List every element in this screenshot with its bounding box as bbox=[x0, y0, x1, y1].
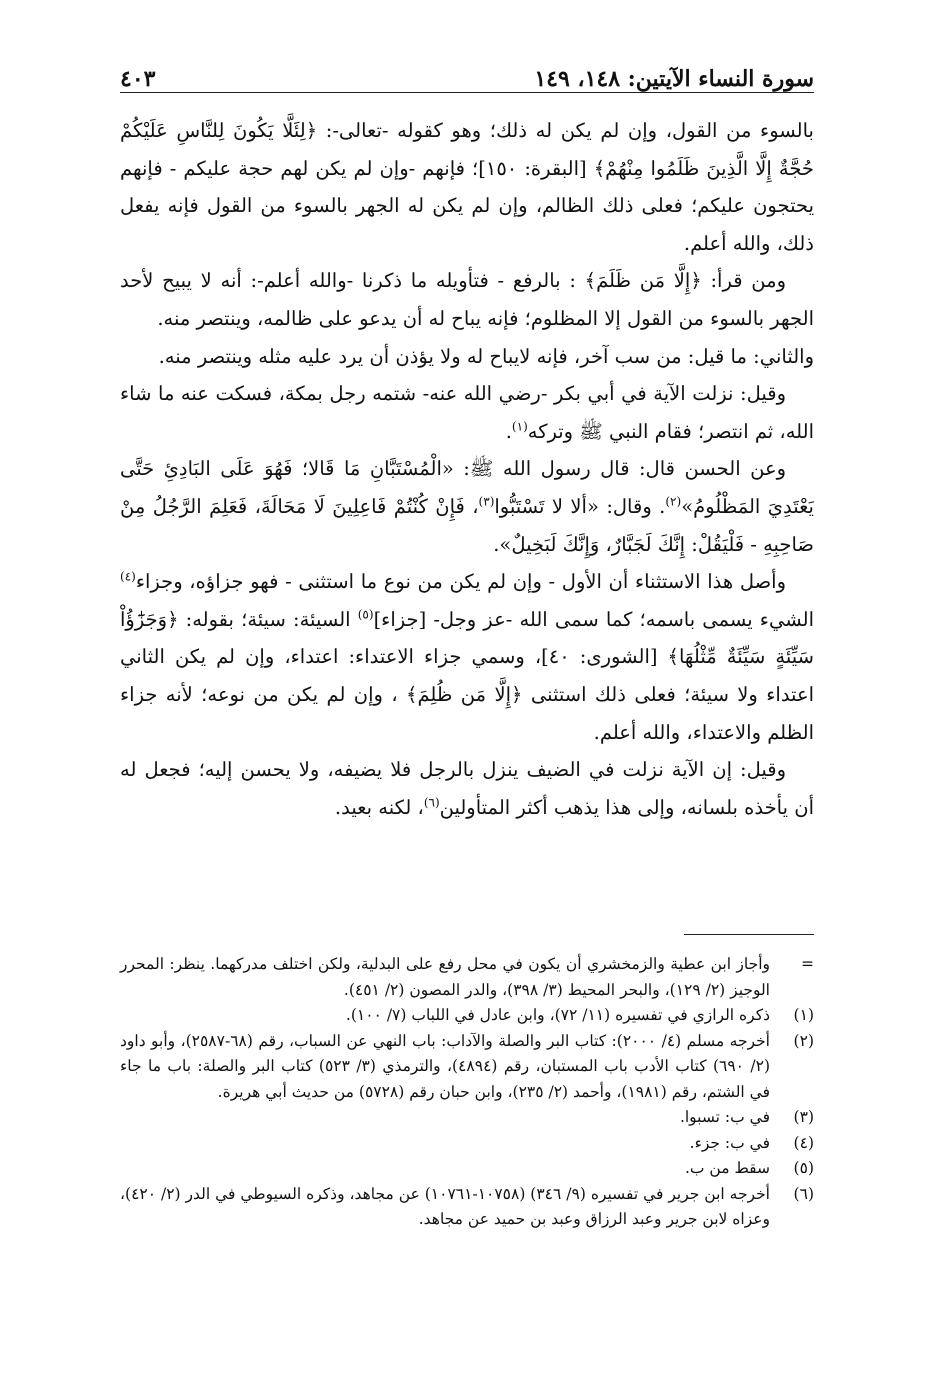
footnotes bbox=[120, 952, 814, 1233]
footnote: (٥) سقط من ب. bbox=[684, 1159, 814, 1177]
footnote-separator bbox=[684, 934, 814, 935]
paragraph: بالسوء من القول، وإن لم يكن له ذلك؛ وهو كقوله -تعالى-: ﴿لِئَلَّا يَكُونَ لِلنَّاسِ عَلَيْكُمْ حُجَّةٌ إِلَّا الَّذِينَ ظَلَمُوا مِنْهُمْ﴾ [البقرة: ١٥٠]؛ فإنهم -وإن لم يكن لهم حجة عليكم - فإنهم يحتجون عليكم؛ فعلى ذلك الظالم، وإن لم يكن له الجهر بالسوء من القول فإنه يفعل ذلك، والله أعلم. bbox=[120, 119, 814, 255]
paragraph: والثاني: ما قيل: من سب آخر، فإنه لايباح له ولا يؤذن أن يرد عليه مثله وينتصر منه. bbox=[158, 344, 814, 368]
footnote: (٢) أخرجه مسلم (٤/ ٢٠٠٠): كتاب البر والصلة والآداب: باب النهي عن السباب، رقم (٦٨-٢٥٨٧)، وأبو داود (٢/ ٦٩٠) كتاب الأدب باب المستبان، رقم (٤٨٩٤)، والترمذي (٣/ ٥٢٣) كتاب البر والصلة: باب ما جاء في الشتم، رقم (١٩٨١)، وأحمد (٢/ ٢٣٥)، وابن حبان رقم (٥٧٢٨) من حديث أبي هريرة. bbox=[120, 1031, 814, 1101]
footnote-ref[interactable]: (٣) bbox=[478, 494, 495, 509]
footnote-ref[interactable]: (٢) bbox=[665, 494, 682, 509]
page-header bbox=[120, 52, 814, 93]
footnote-ref[interactable]: (٦) bbox=[423, 795, 440, 810]
footnote: (٤) في ب: جزء. bbox=[689, 1133, 814, 1152]
footnote-ref[interactable]: (١) bbox=[511, 419, 528, 434]
paragraph: وقيل: إن الآية نزلت في الضيف ينزل بالرجل فلا يضيفه، ولا يحسن إليه؛ فجعل له أن يأخذه بلسانه، وإلى هذا يذهب أكثر المتأولين$^{(٦)}$، لكنه بعيد. bbox=[120, 758, 814, 819]
footnote: = وأجاز ابن عطية والزمخشري أن يكون في محل رفع على البدلية، ولكن اختلف مدركهما. ينظر: المحرر الوجيز (٢/ ١٢٩)، والبحر المحيط (٣/ ٣٩٨)، والدر المصون (٢/ ٤٥١). bbox=[120, 955, 814, 999]
paragraph: وعن الحسن قال: قال رسول الله ﷺ: «الْمُسْتَبَّانِ مَا قَالا؛ فَهُوَ عَلَى البَادِئِ حَتَّى يَعْتَدِيَ المَظْلُومُ»$^{(٢)}$. وقال: «ألا لا تَسْتَبُّوا$^{(٣)}$، فَإِنْ كُنْتُمْ فَاعِلِينَ لَا مَحَالَةَ، فَعَلِمَ الرَّجُلُ مِنْ صَاحِبِهِ - فَلْيَقُلْ: إِنَّكَ لَجَبَّارٌ، وَإِنَّكَ لَبَخِيلٌ». bbox=[120, 457, 814, 556]
footnote: (١) ذكره الرازي في تفسيره (١١/ ٧٢)، وابن عادل في اللباب (٧/ ١٠٠). bbox=[345, 1006, 814, 1024]
footnote: (٣) في ب: تسبوا. bbox=[679, 1108, 814, 1126]
page-number: ٤٠٣ bbox=[120, 66, 156, 92]
paragraph: وأصل هذا الاستثناء أن الأول - وإن لم يكن من نوع ما استثنى - فهو جزاؤه، وجزاء$^{(٤)}$ الشيء يسمى باسمه؛ كما سمى الله -عز وجل- [جزاء]$^{(٥)}$ السيئة: سيئة؛ بقوله: ﴿وَجَزَٰٓؤُاْ سَيِّئَةٍ سَيِّئَةٌ مِّثْلُهَا﴾ [الشورى: ٤٠]، وسمي جزاء الاعتداء: اعتداء، وإن لم يكن الثاني اعتداء ولا سيئة؛ فعلى ذلك استثنى ﴿إِلَّا مَن ظُلِمَ﴾ ، وإن لم يكن من نوعه؛ لأنه جزاء الظلم والاعتداء، والله أعلم. bbox=[120, 569, 814, 744]
running-title: سورة النساء الآيتين: ١٤٨، ١٤٩ bbox=[534, 66, 814, 92]
paragraph: ومن قرأ: ﴿إِلَّا مَن ظَلَمَ﴾ : بالرفع - فتأويله ما ذكرنا -والله أعلم-: أنه لا يبيح لأحد الجهر بالسوء من القول إلا المظلوم؛ فإنه يباح له أن يدعو على ظالمه، وينتصر منه. bbox=[120, 269, 814, 330]
main-text bbox=[120, 112, 814, 826]
footnote-ref[interactable]: (٤) bbox=[120, 569, 136, 584]
footnote-ref[interactable]: (٥) bbox=[357, 607, 374, 622]
footnote: (٦) أخرجه ابن جرير في تفسيره (٩/ ٣٤٦) (١٠٧٥٨-١٠٧٦١) عن مجاهد، وذكره السيوطي في الدر (٢/ ٤٢٠)، وعزاه لابن جرير وعبد الرزاق وعبد بن حميد عن مجاهد. bbox=[120, 1184, 814, 1228]
paragraph: وقيل: نزلت الآية في أبي بكر -رضي الله عنه- شتمه رجل بمكة، فسكت عنه ما شاء الله، ثم انتصر؛ فقام النبي ﷺ وتركه$^{(١)}$. bbox=[120, 382, 814, 443]
